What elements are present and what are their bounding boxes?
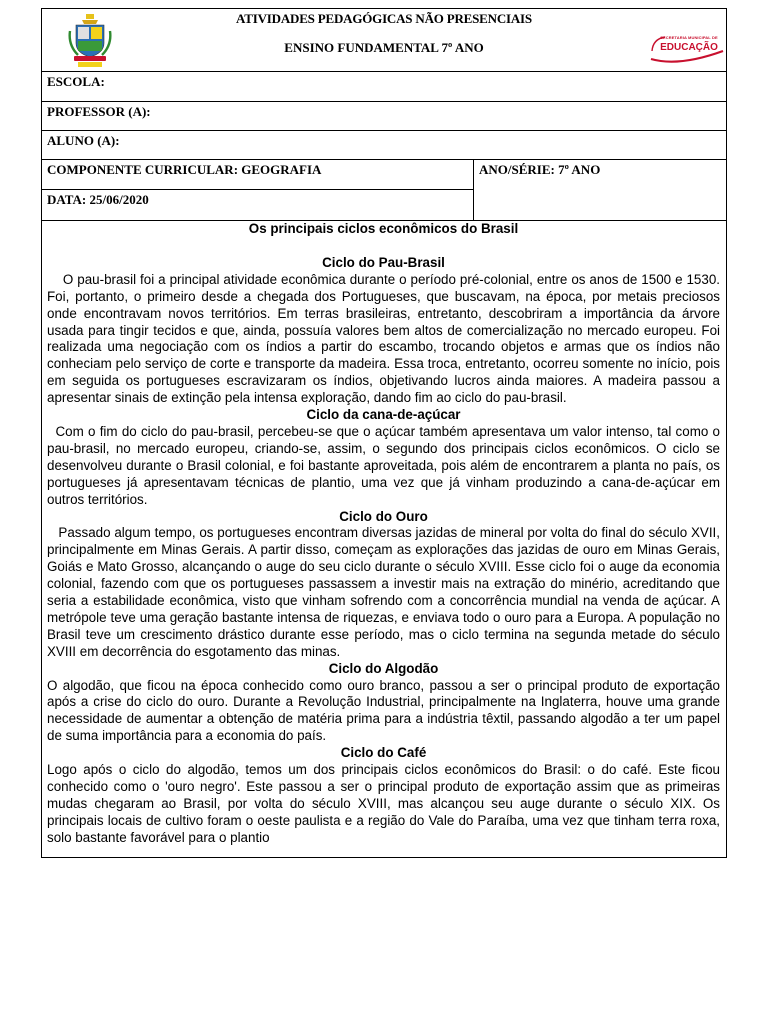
subject-cell [42,160,473,190]
sheet-title: ATIVIDADES PEDAGÓGICAS NÃO PRESENCIAIS [236,11,532,26]
activity-sheet [41,8,727,858]
student-label: ALUNO (A): [47,133,120,148]
section-heading-algodao: Ciclo do Algodão [328,660,439,676]
section-heading-pau-brasil: Ciclo do Pau-Brasil [322,254,445,270]
subject-label: COMPONENTE CURRICULAR: GEOGRAFIA [47,162,322,177]
subject-date-row [42,160,726,221]
sheet-subtitle: ENSINO FUNDAMENTAL 7º ANO [284,40,484,55]
section-text-cana: Com o fim do ciclo do pau-brasil, percebeu-se que o açúcar também apresentava um valor intenso, tal como o pau-brasil, no mercado europeu, criando-se, assim, o segundo dos principais ciclos econômicos. O ciclo se desenvolveu durante o Brasil colonial, e foi bastante aproveitada, pois além de encontrarem a planta no país, os portugueses já apresentavam técnicas de plantio, uma vez que já vinham produzindo a cana-de-açúcar em outros territórios. [47,423,724,507]
section-text-cafe: Logo após o ciclo do algodão, temos um dos principais ciclos econômicos do Brasil: o do café. Este ficou conhecido como o 'ouro negro'. Este passou a ser o principal produto de exportação assim que as primeiras mudas chegaram ao Brasil, por volta do século XVIII, mas alcançou seu auge durante o século XIX. Os principais locais de cultivo foram o oeste paulista e a região do Vale do Paraíba, uma vez que tinham terra roxa, solo bastante favorável para o plantio [47,762,720,845]
section-heading-cafe: Ciclo do Café [340,745,427,761]
teacher-row [42,102,726,131]
logo-small-text: SECRETARIA MUNICIPAL DE [660,35,718,40]
document-title: Os principais ciclos econômicos do Brasil [248,221,519,236]
date-cell [42,190,473,220]
date-label: DATA: 25/06/2020 [47,192,149,207]
section-text-pau-brasil: O pau-brasil foi a principal atividade econômica durante o período pré-colonial, entre os anos de 1500 e 1530. Foi, portanto, o primeiro desde a chegada dos Portugueses, que buscavam, na época, por metais preciosos onde encontravam novos territórios. Em terras brasileiras, entretanto, descobriram a importância da árvore usada para tingir tecidos e que, ainda, possuía valores bem altos de comercialização no mercado europeu. Foi realizada uma negociação com os índios a partir do escambo, trocando objetos e armas que os índios não conheciam pelo serviço de corte e transporte da madeira. Essa troca, entretanto, ocorreu somente no início, pois em seguida os portugueses escravizaram os índios, objetivando lucros ainda maiores. A madeira passou a apresentar sinais de extinção pela intensa exploração, dando fim ao ciclo do pau-brasil. [47,271,724,406]
section-heading-ouro: Ciclo do Ouro [339,508,428,524]
sheet-header [42,9,726,72]
grade-label: ANO/SÉRIE: 7º ANO [479,162,601,177]
logo-big-text: EDUCAÇÃO [660,42,718,53]
grade-cell [474,160,726,220]
student-row [42,131,726,160]
section-heading-cana: Ciclo da cana-de-açúcar [306,407,461,423]
school-row [42,72,726,102]
section-text-ouro: Passado algum tempo, os portugueses encontram diversas jazidas de mineral por volta do final do século XVII, principalmente em Minas Gerais. A partir disso, começam as explorações das jazidas de ouro em Minas Gerais, Goiás e Mato Grosso, alcançando o auge do seu ciclo durante o século XVIII. Esse ciclo foi o auge da economia colonial, fazendo com que os portugueses passassem a investir mais na extração do minério, acreditando que seria a estabilidade econômica, visto que vinham sofrendo com a concorrência mundial na venda de açúcar. A metrópole teve uma geração bastante intensa de riquezas, e enviava todo o ouro para a Europa. A população no Brasil teve um crescimento drástico durante esse período, mas o ciclo termina na segunda metade do século XVIII em decorrência do esgotamento das minas. [47,525,724,659]
section-text-algodao: O algodão, que ficou na época conhecido como ouro branco, passou a ser o principal produto de exportação após a crise do ciclo do ouro. Durante a Revolução Industrial, principalmente na Inglaterra, houve uma grande necessidade de aumentar a obtenção de matéria prima para a indústria têxtil, passando algodão a ter um papel de suma importância para a economia do país. [47,677,720,744]
teacher-label: PROFESSOR (A): [47,104,151,119]
education-secretariat-logo [649,33,725,65]
school-label: ESCOLA: [47,74,105,89]
document-body [42,221,726,857]
subject-date-cell [42,160,474,220]
spacer [47,238,720,255]
